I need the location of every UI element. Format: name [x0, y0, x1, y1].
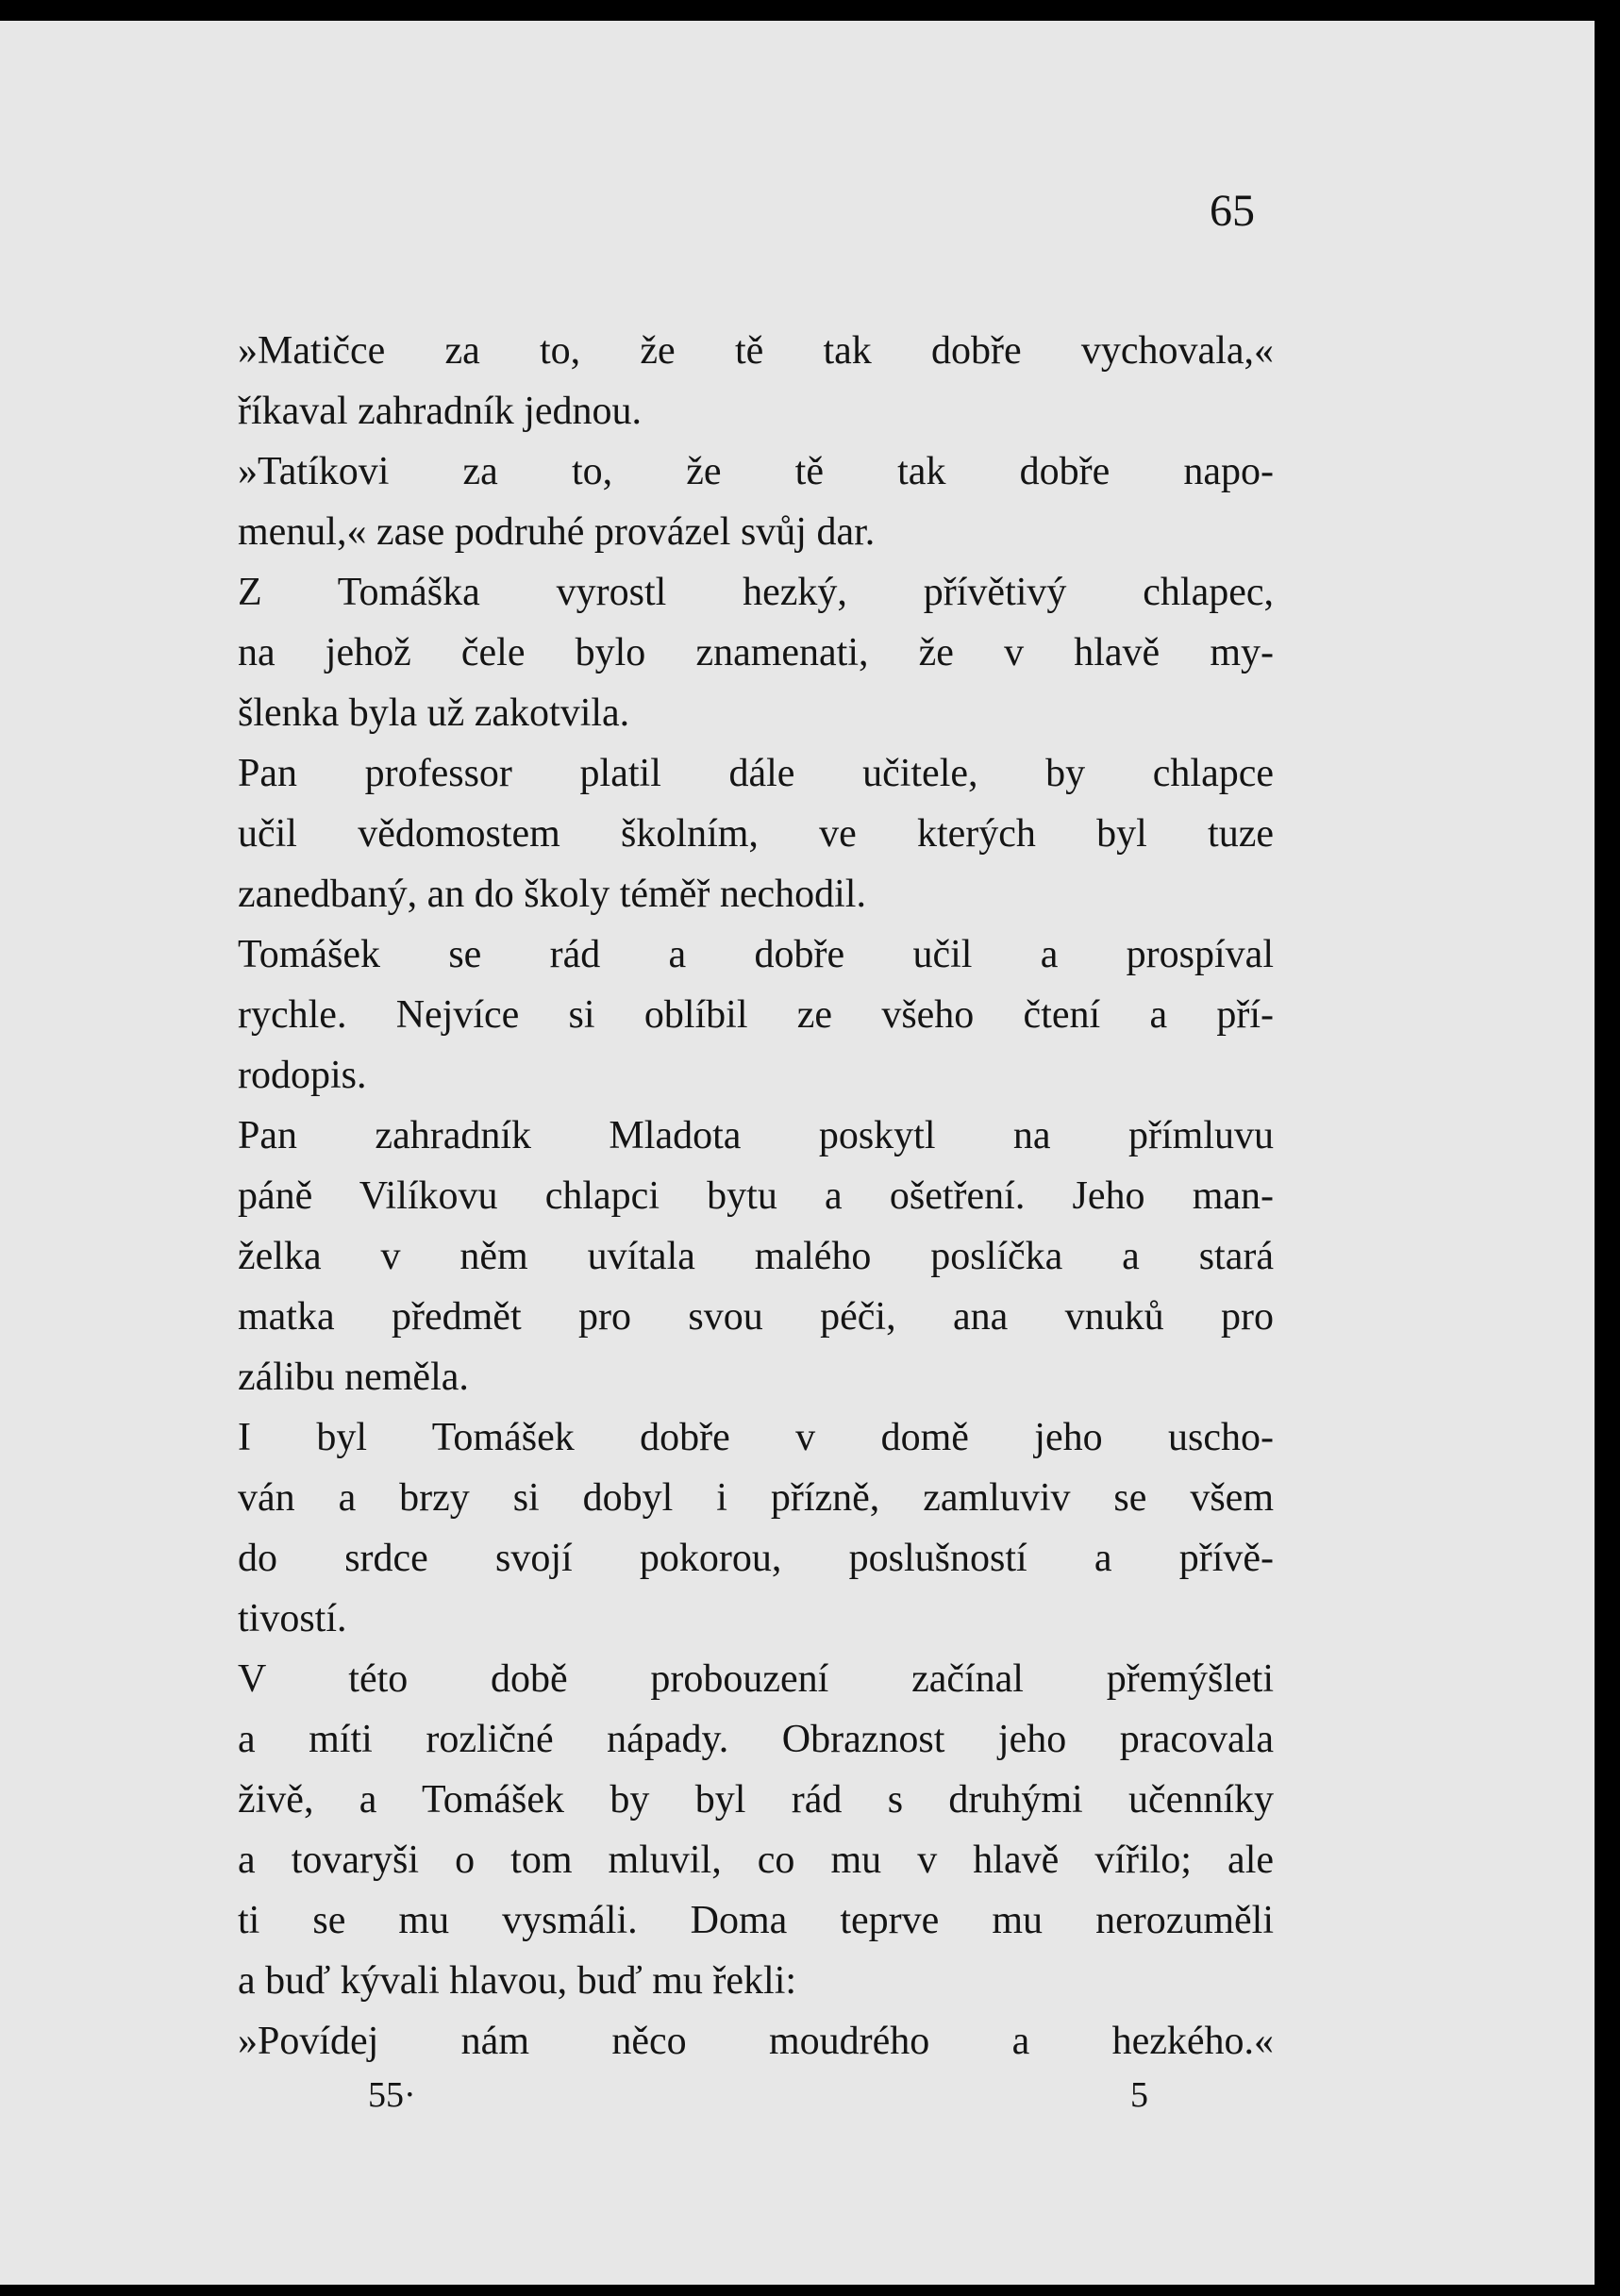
- text-line: říkaval zahradník jednou.: [238, 390, 642, 433]
- text-line: rychle. Nejvíce si oblíbil ze všeho čtení a pří-: [238, 993, 1274, 1037]
- text-line: do srdce svojí pokorou, poslušností a přívě-: [238, 1537, 1274, 1580]
- footer-signature-mark: 55·: [368, 2075, 416, 2115]
- book-page: [0, 21, 1595, 2285]
- text-line: zanedbaný, an do školy téměř nechodil.: [238, 873, 866, 916]
- text-line: ti se mu vysmáli. Doma teprve mu nerozuměli: [238, 1899, 1274, 1942]
- page-number: 65: [1210, 186, 1255, 236]
- text-line: Tomášek se rád a dobře učil a prospíval: [238, 933, 1274, 976]
- text-line: živě, a Tomášek by byl rád s druhými učenníky: [238, 1778, 1274, 1822]
- footer-sheet-number: 5: [1130, 2075, 1148, 2115]
- text-line: menul,« zase podruhé provázel svůj dar.: [238, 510, 876, 554]
- body-text: [238, 321, 1274, 2071]
- text-line: a buď kývali hlavou, buď mu řekli:: [238, 1959, 797, 2003]
- text-line: tivostí.: [238, 1597, 347, 1640]
- text-line: V této době probouzení začínal přemýšleti: [238, 1657, 1274, 1701]
- text-line: »Tatíkovi za to, že tě tak dobře napo-: [238, 450, 1274, 493]
- text-line: zálibu neměla.: [238, 1356, 469, 1399]
- text-line: učil vědomostem školním, ve kterých byl tuze: [238, 812, 1274, 856]
- text-line: Z Tomáška vyrostl hezký, přívětivý chlapec,: [238, 571, 1274, 614]
- text-line: Pan professor platil dále učitele, by chlapce: [238, 752, 1274, 795]
- text-line: šlenka byla už zakotvila.: [238, 691, 630, 735]
- text-line: želka v něm uvítala malého poslíčka a stará: [238, 1235, 1274, 1278]
- text-line: I byl Tomášek dobře v domě jeho uscho-: [238, 1416, 1274, 1459]
- text-line: rodopis.: [238, 1054, 367, 1097]
- text-line: ván a brzy si dobyl i přízně, zamluviv se všem: [238, 1476, 1274, 1520]
- text-line: Pan zahradník Mladota poskytl na přímluvu: [238, 1114, 1274, 1157]
- text-line: »Povídej nám něco moudrého a hezkého.«: [238, 2020, 1274, 2063]
- text-line: matka předmět pro svou péči, ana vnuků pro: [238, 1295, 1274, 1339]
- text-line: na jehož čele bylo znamenati, že v hlavě my-: [238, 631, 1274, 674]
- text-line: páně Vilíkovu chlapci bytu a ošetření. Jeho man-: [238, 1174, 1274, 1218]
- text-line: a tovaryši o tom mluvil, co mu v hlavě vířilo; ale: [238, 1838, 1274, 1882]
- text-line: a míti rozličné nápady. Obraznost jeho pracovala: [238, 1718, 1274, 1761]
- text-line: »Matičce za to, že tě tak dobře vychovala,«: [238, 329, 1274, 373]
